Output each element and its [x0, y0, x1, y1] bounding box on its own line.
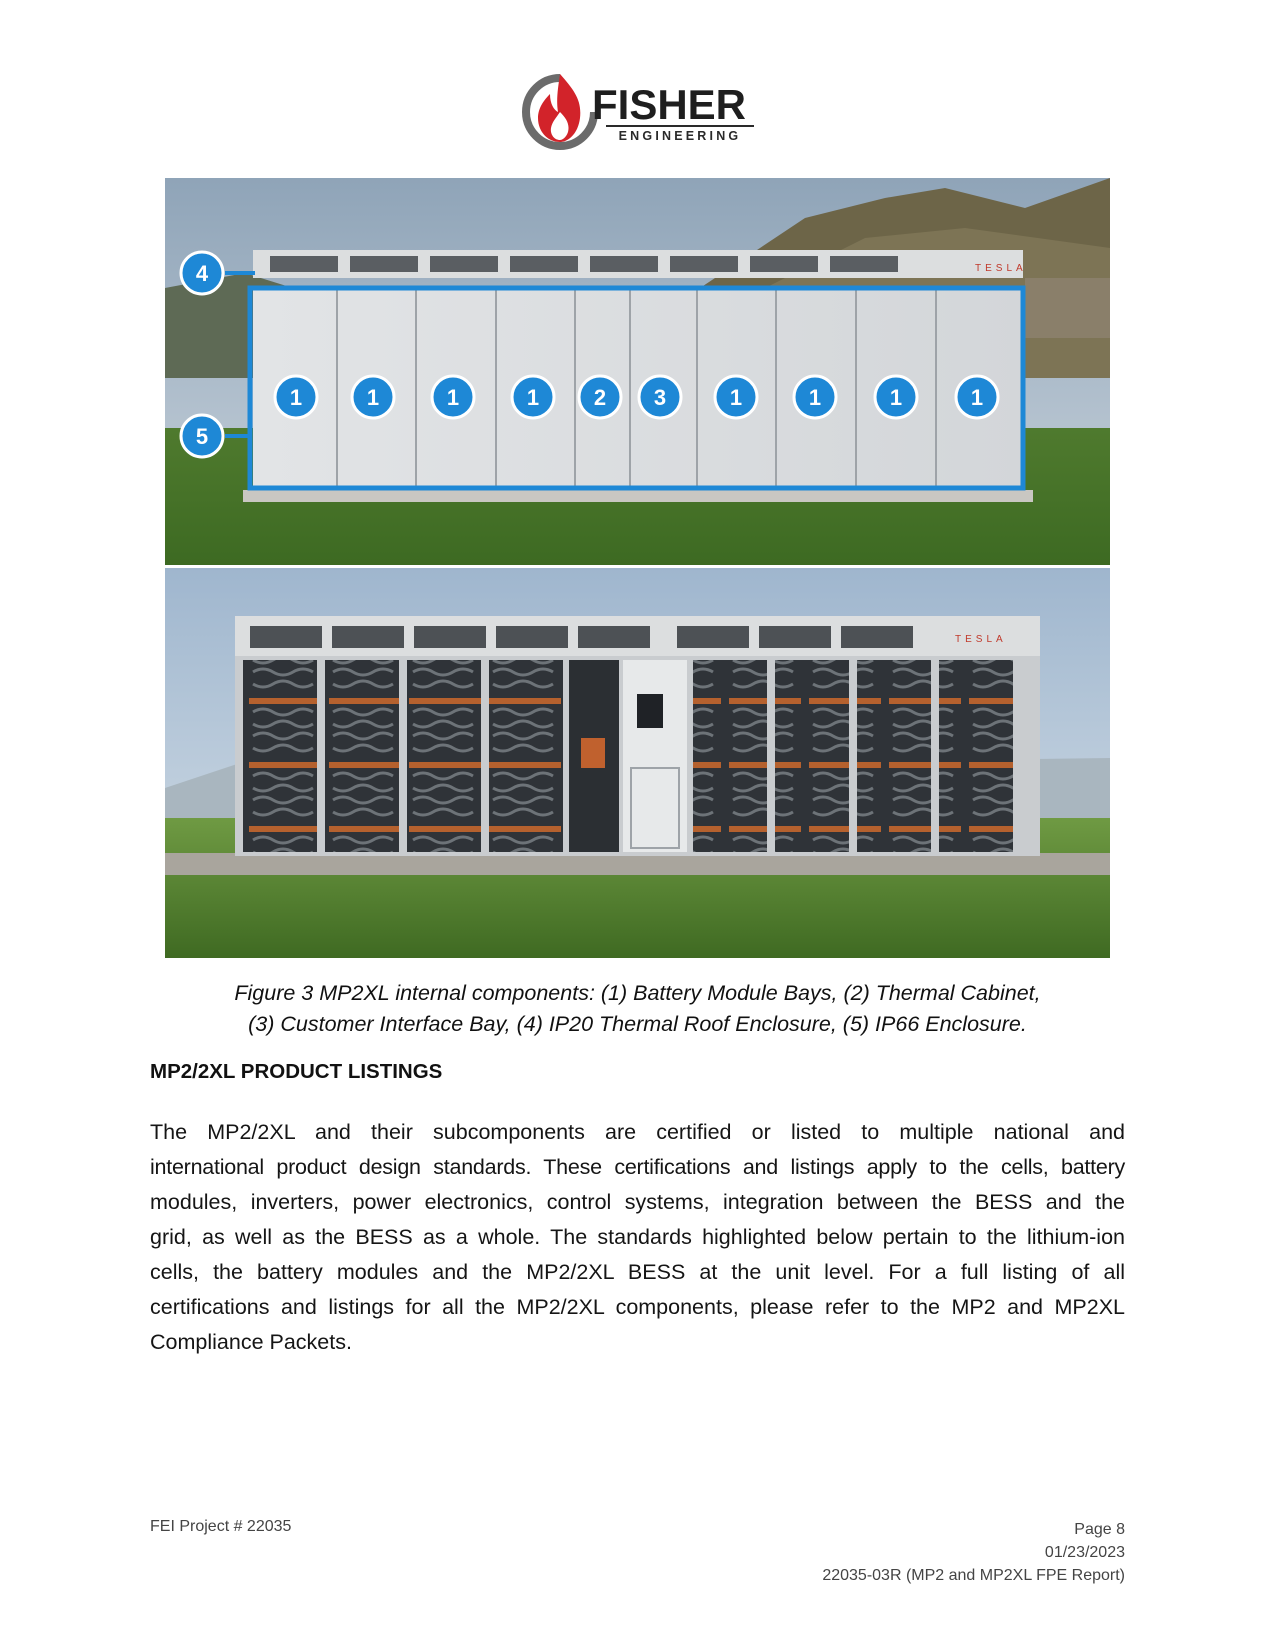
- svg-text:1: 1: [526, 385, 540, 410]
- svg-text:1: 1: [289, 385, 303, 410]
- section-heading: MP2/2XL PRODUCT LISTINGS: [150, 1060, 443, 1083]
- flame-logo-icon: [520, 72, 600, 152]
- tesla-brand-top: TESLA: [975, 263, 1027, 274]
- svg-text:1: 1: [446, 385, 460, 410]
- svg-text:1: 1: [808, 385, 822, 410]
- svg-text:2: 2: [593, 385, 607, 410]
- footer-date: 01/23/2023: [1044, 1544, 1125, 1561]
- paragraph-line: Compliance Packets.: [150, 1330, 352, 1354]
- svg-text:1: 1: [889, 385, 903, 410]
- svg-text:1: 1: [366, 385, 380, 410]
- paragraph-line: modules, inverters, power electronics, control systems, integration between the BESS and the: [150, 1190, 1125, 1214]
- svg-text:3: 3: [653, 385, 667, 410]
- footer-page-info: [822, 1518, 1125, 1587]
- footer-report-id: 22035-03R (MP2 and MP2XL FPE Report): [822, 1567, 1125, 1584]
- mp2xl-open-bays-photo: [165, 568, 1110, 958]
- logo-subtitle: ENGINEERING: [606, 125, 754, 144]
- figure-caption: [150, 978, 1125, 1040]
- caption-line-1: Figure 3 MP2XL internal components: (1) Battery Module Bays, (2) Thermal Cabinet,: [234, 981, 1041, 1005]
- svg-text:1: 1: [729, 385, 743, 410]
- paragraph-line: cells, the battery modules and the MP2/2XL BESS at the unit level. For a full listing of all: [150, 1260, 1125, 1284]
- svg-text:5: 5: [195, 424, 209, 449]
- tesla-brand-bottom: TESLA: [955, 634, 1007, 645]
- mp2xl-exterior-photo: [165, 178, 1110, 565]
- logo-wordmark: FISHER: [592, 81, 747, 128]
- body-paragraph: [150, 1115, 1125, 1360]
- footer-project-number: FEI Project # 22035: [150, 1518, 292, 1535]
- callout-roof: [181, 252, 223, 294]
- fisher-engineering-logo: [520, 72, 760, 152]
- paragraph-line: certifications and listings for all the MP2/2XL components, please refer to the MP2 and MP2XL: [150, 1295, 1125, 1319]
- svg-text:4: 4: [195, 261, 209, 286]
- svg-text:1: 1: [970, 385, 984, 410]
- footer-page-number: Page 8: [1074, 1521, 1125, 1538]
- caption-line-2: (3) Customer Interface Bay, (4) IP20 Thermal Roof Enclosure, (5) IP66 Enclosure.: [248, 1012, 1027, 1036]
- callout-enclosure: [181, 415, 223, 457]
- paragraph-line: international product design standards. These certifications and listings apply to the cells, battery: [150, 1155, 1125, 1179]
- paragraph-line: grid, as well as the BESS as a whole. The standards highlighted below pertain to the lithium-ion: [150, 1225, 1125, 1249]
- paragraph-line: The MP2/2XL and their subcomponents are certified or listed to multiple national and: [150, 1120, 1125, 1144]
